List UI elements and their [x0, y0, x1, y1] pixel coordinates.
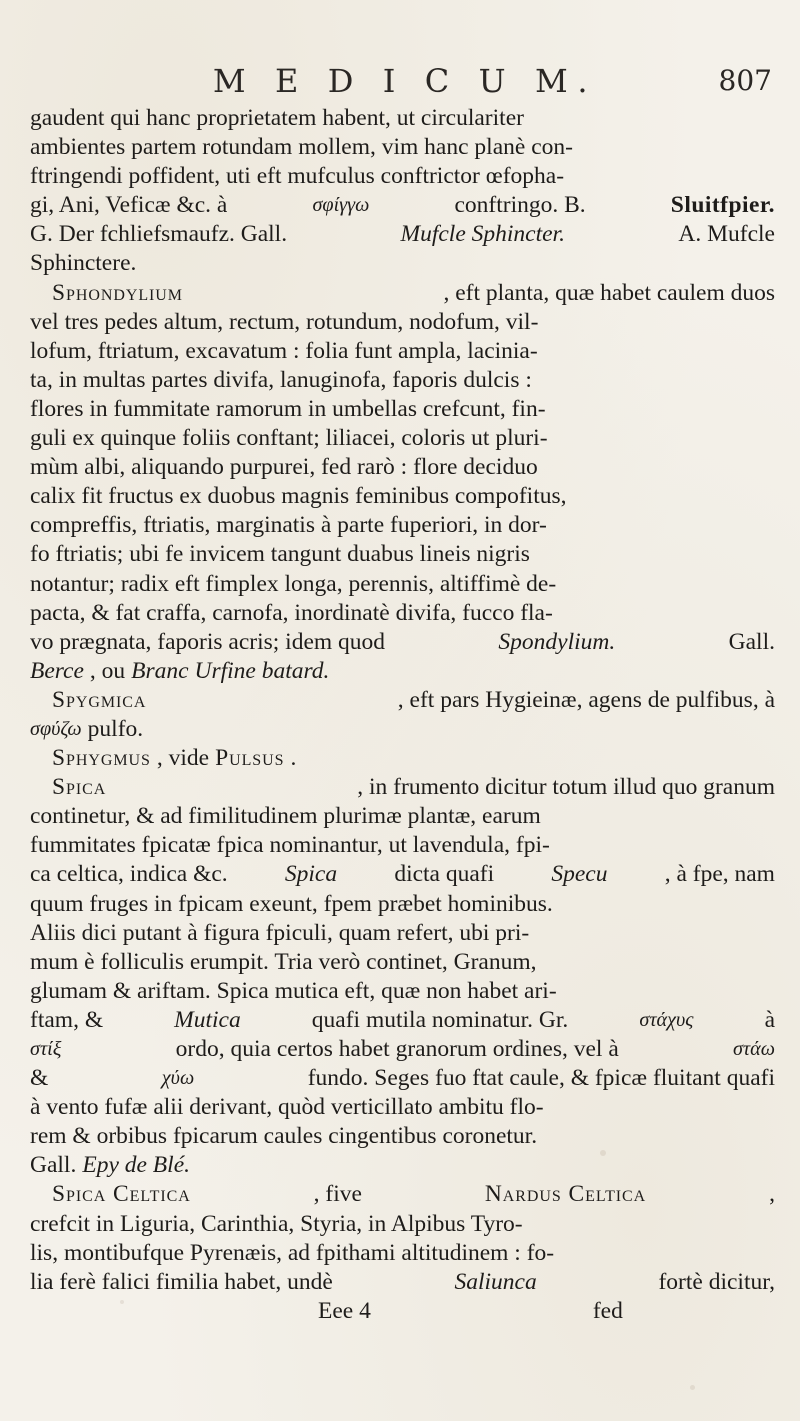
text-line: Gall. Epy de Blé. [30, 1152, 190, 1179]
catchword: fed [592, 1297, 623, 1324]
blackletter-word: Sluitfpier. [670, 192, 775, 219]
text-line: lofum, ftriatum, excavatum : folia funt ampla, lacinia- [30, 337, 538, 364]
text-line: mum è folliculis erumpit. Tria verò continet, Granum, [30, 948, 537, 975]
page-number: 807 [718, 64, 772, 97]
text-line: continetur, & ad fimilitudinem plurimæ plantæ, earum [30, 803, 541, 830]
text-line: glumam & ariftam. Spica mutica eft, quæ non habet ari- [30, 977, 557, 1004]
entry-spygmica: Spygmica , eft pars Hygieinæ, agens de pulfibus, à [30, 686, 775, 715]
text-line: ambientes partem rotundam mollem, vim hanc planè con- [30, 134, 573, 161]
paper-spot [120, 1300, 124, 1304]
text-line: gi, Ani, Veficæ &c. à σφίγγω conftringo. B. Sluitfpier. [30, 191, 775, 220]
text-line: Sphinctere. [30, 250, 137, 277]
entry-headword: Spygmica [52, 686, 147, 713]
text-line: ftringendi poffident, uti eft mufculus conftrictor œfopha- [30, 163, 565, 190]
page-footer [30, 1297, 775, 1326]
text-line: lia ferè falici fimilia habet, undè Saliunca fortè dicitur, [30, 1268, 775, 1295]
text-line: rem & orbibus fpicarum caules cingentibus coronetur. [30, 1123, 538, 1150]
text-line: ca celtica, indica &c. Spica dicta quafi Specu , à fpe, nam [30, 861, 775, 888]
text-line: ftam, & Mutica quafi mutila nominatur. Gr. στάχυς à [30, 1006, 775, 1035]
text-line: à vento fufæ alii derivant, quòd verticillato ambitu flo- [30, 1094, 544, 1121]
entry-sphondylium: Sphondylium , eft planta, quæ habet caulem duos [30, 279, 775, 308]
text-line: guli ex quinque foliis conftant; liliacei, coloris ut pluri- [30, 425, 548, 452]
text-line: pacta, & fat craffa, carnofa, inordinatè divifa, fucco fla- [30, 599, 553, 626]
paper-spot [600, 1150, 606, 1156]
entry-sphygmus: Sphygmus , vide Pulsus . [30, 744, 775, 773]
text-line: notantur; radix eft fimplex longa, perennis, altiffimè de- [30, 570, 557, 597]
text-line: flores in fummitate ramorum in umbellas crefcunt, fin- [30, 395, 546, 422]
greek-word: σφύζω [30, 717, 82, 740]
running-head: M E D I C U M. [212, 62, 598, 100]
entry-headword: Sphygmus [52, 745, 151, 772]
text-line: quum fruges in fpicam exeunt, fpem præbet hominibus. [30, 890, 553, 917]
greek-word: στάχυς [639, 1008, 694, 1031]
signature-mark: Eee 4 [318, 1297, 371, 1324]
text-line: lis, montibufque Pyrenæis, ad fpithami altitudinem : fo- [30, 1239, 555, 1266]
entry-headword: Spica Celtica [52, 1181, 191, 1208]
text-line: Aliis dici putant à figura fpiculi, quam refert, ubi pri- [30, 919, 530, 946]
paper-spot [690, 1385, 695, 1390]
body-text [30, 104, 775, 1326]
entry-headword: Spica [52, 774, 107, 801]
text-line: calix fit fructus ex duobus magnis feminibus compofitus, [30, 483, 567, 510]
greek-word: στίξ [30, 1038, 62, 1060]
text-line: vo prægnata, faporis acris; idem quod Spondylium. Gall. [30, 628, 775, 655]
greek-word: σφίγγω [312, 194, 370, 217]
text-line: gaudent qui hanc proprietatem habent, ut circulariter [30, 105, 524, 131]
entry-headword: Sphondylium [52, 279, 183, 306]
entry-spica-celtica: Spica Celtica , five Nardus Celtica , [30, 1180, 775, 1209]
text-line: mùm albi, aliquando purpurei, fed rarò : flore deciduo [30, 454, 538, 481]
text-line: vel tres pedes altum, rectum, rotundum, nodofum, vil- [30, 308, 539, 335]
text-line: ta, in multas partes divifa, lanuginofa, faporis dulcis : [30, 366, 532, 393]
greek-word: στάω [732, 1038, 775, 1060]
greek-word: χύω [161, 1067, 195, 1090]
text-line: & χύω fundo. Seges fuo ftat caule, & fpicæ fluitant quafi [30, 1064, 775, 1093]
text-line: compreffis, ftriatis, marginatis à parte fuperiori, in dor- [30, 512, 547, 539]
text-line: fummitates fpicatæ fpica nominantur, ut lavendula, fpi- [30, 832, 550, 859]
text-line: fo ftriatis; ubi fe invicem tangunt duabus lineis nigris [30, 541, 530, 568]
text-line: στίξ ordo, quia certos habet granorum ordines, vel à στάω [30, 1035, 775, 1064]
text-line: crefcit in Liguria, Carinthia, Styria, in Alpibus Tyro- [30, 1210, 523, 1237]
text-line: σφύζω pulfo. [30, 715, 775, 744]
text-line: Berce , ou Branc Urfine batard. [30, 657, 330, 684]
entry-spica: Spica , in frumento dicitur totum illud quo granum [30, 773, 775, 802]
text-line: G. Der fchliefsmaufz. Gall. Mufcle Sphincter. A. Mufcle [30, 221, 775, 248]
